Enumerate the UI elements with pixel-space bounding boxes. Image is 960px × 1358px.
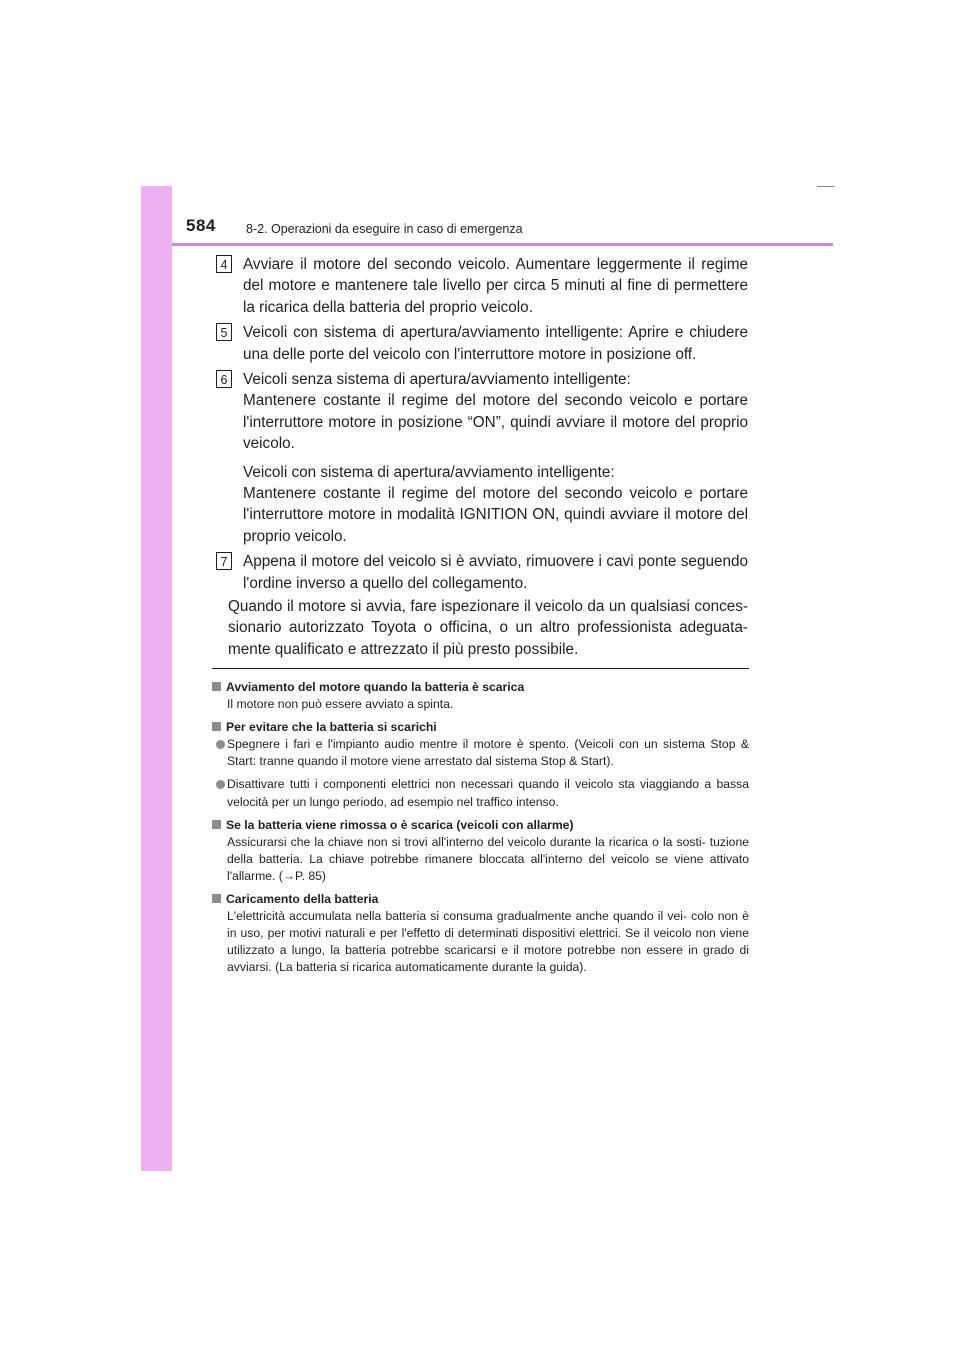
notes-divider (212, 668, 749, 669)
note (212, 891, 749, 976)
note (212, 719, 749, 810)
circle-bullet-icon (216, 740, 225, 749)
step-text: Avviare il motore del secondo veicolo. Aumentare leggermente il regime del motore e mantenere tale livello per circa 5 minuti al fine di permettere la ricarica della batteria del proprio veicolo. (243, 256, 748, 316)
step-6 (216, 369, 748, 547)
list-item (216, 776, 749, 810)
section-title: 8-2. Operazioni da eseguire in caso di emergenza (246, 222, 523, 236)
step-4 (216, 254, 748, 318)
step-text: Veicoli senza sistema di apertura/avviamento intelligente: (243, 371, 631, 389)
step-text: Mantenere costante il regime del motore del secondo veicolo e portare l'interruttore motore in modalità IGNITION ON, quindi avviare il motore del proprio veicolo. (243, 485, 748, 545)
step-number-box: 6 (216, 370, 232, 388)
note-body: L'elettricità accumulata nella batteria si consuma gradualmente anche quando il vei- colo non è in uso, per motivi naturali e per l'effetto di determinati dispositivi elettrici. Se il veicolo non viene utilizzato a lungo, la batteria potrebbe scaricarsi e il motore potrebbe non essere in grado di avviarsi. (La batteria si ricarica automaticamente durante la guida). (227, 909, 749, 975)
note-title: Per evitare che la batteria si scarichi (226, 720, 437, 735)
square-bullet-icon (212, 722, 221, 731)
steps-list (216, 254, 748, 598)
note (212, 679, 749, 713)
step-text: Veicoli con sistema di apertura/avviamento intelligente: Aprire e chiudere una delle porte del veicolo con l'interruttore motore in posizione off. (243, 324, 748, 363)
notes-section (212, 679, 749, 983)
closing-paragraph: Quando il motore si avvia, fare ispezionare il veicolo da un qualsiasi conces- sionario autorizzato Toyota o officina, o un altro professionista adeguata- mente qualificato e attrezzato il più presto possibile. (228, 598, 748, 658)
step-text: Mantenere costante il regime del motore del secondo veicolo e portare l'interruttore motore in posizione “ON”, quindi avviare il motore del proprio veicolo. (243, 392, 748, 453)
header-rule (172, 243, 833, 246)
chapter-sidebar-tab (141, 186, 172, 1171)
note-title: Avviamento del motore quando la batteria è scarica (226, 680, 525, 694)
step-5 (216, 322, 748, 365)
square-bullet-icon (212, 682, 221, 691)
note-title: Caricamento della batteria (226, 892, 379, 907)
step-number-box: 4 (216, 255, 232, 273)
step-number-box: 7 (216, 552, 232, 570)
note-body: Il motore non può essere avviato a spinta. (227, 697, 454, 712)
step-text: Veicoli con sistema di apertura/avviamento intelligente: (243, 463, 615, 481)
corner-mark (817, 186, 835, 187)
page-number: 584 (186, 216, 216, 235)
square-bullet-icon (212, 894, 221, 903)
list-item (216, 736, 749, 770)
step-7 (216, 551, 748, 594)
note-body: Assicurarsi che la chiave non si trovi all'interno del veicolo durante la ricarica o la sosti- tuzione della batteria. La chiave potrebbe rimanere bloccata all'interno del veicolo se viene attivato l'allarme. (→P. 85) (227, 834, 749, 883)
bullet-text: Spegnere i fari e l'impianto audio mentre il motore è spento. (Veicoli con un sistema Stop & Start: tranne quando il motore viene arrestato dal sistema Stop & Start). (227, 737, 749, 769)
square-bullet-icon (212, 820, 221, 829)
step-number-box: 5 (216, 323, 232, 341)
bullet-text: Disattivare tutti i componenti elettrici non necessari quando il veicolo sta viaggiando a bassa velocità per un lungo periodo, ad esempio nel traffico intenso. (227, 777, 749, 809)
step-text: Appena il motore del veicolo si è avviato, rimuovere i cavi ponte seguendo l'ordine inverso a quello del collegamento. (243, 553, 748, 592)
note (212, 817, 749, 885)
circle-bullet-icon (216, 780, 225, 789)
note-title: Se la batteria viene rimossa o è scarica (veicoli con allarme) (226, 817, 574, 832)
